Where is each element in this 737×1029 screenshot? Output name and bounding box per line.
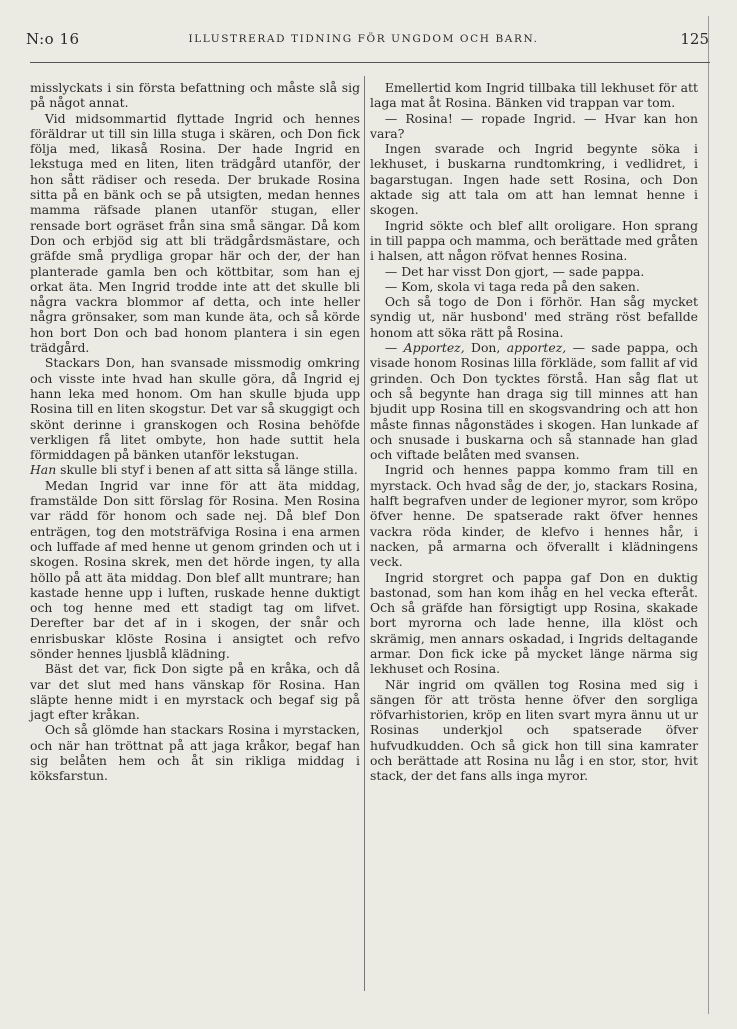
text-span: skulle bli styf i benen af att sitta så länge stilla.	[60, 462, 358, 478]
text-span: Don,	[471, 340, 501, 356]
page-number: 125	[680, 30, 709, 48]
page-header	[18, 24, 709, 48]
italic-word: Apportez,	[403, 340, 465, 356]
paragraph: Emellertid kom Ingrid tillbaka till lekhuset för att laga mat åt Rosina. Bänken vid trappan var tom.	[370, 80, 698, 111]
paragraph: Ingrid sökte och blef allt oroligare. Hon sprang in till pappa och mamma, och berättade med gråten i halsen, att någon röfvat hennes Rosina.	[370, 217, 698, 264]
paragraph: — Det har visst Don gjort, — sade pappa.	[384, 263, 645, 279]
text-span: —	[384, 340, 398, 356]
paragraph	[370, 340, 698, 462]
paragraph: Stackars Don, han svansade missmodig omkring och visste inte hvad han skulle göra, då Ingrid ej hann leka med honom. Om han skulle bjuda upp Rosina till en liten skogstur. Det var så skuggigt och skönt derinne i granskogen och Rosina behöfde verkligen få litet ombyte, hon hade suttit hela förmiddagen på bänken utanför lekstugan.	[30, 355, 360, 463]
italic-word: Han	[30, 462, 57, 478]
italic-word: apportez,	[506, 340, 567, 356]
paragraph: Ingen svarade och Ingrid begynte söka i lekhuset, i buskarna rundtomkring, i vedlidret, i bagarstugan. Ingen hade sett Rosina, och Don aktade sig att tala om att han lemnat henne i skogen.	[370, 141, 698, 218]
column-divider	[364, 76, 365, 991]
header-rule	[30, 62, 710, 63]
paragraph: Ingrid storgret och pappa gaf Don en duktig bastonad, som han kom ihåg en hel vecka efteråt. Och så gräfde han försigtigt upp Rosina, skakade bort myrorna och lade henne, illa klöst och skrämig, men annars oskadad, i Ingrids deltagande armar. Don fick icke på mycket länge närma sig lekhuset och Rosina.	[370, 569, 698, 677]
paragraph	[30, 462, 360, 477]
paragraph: Och så togo de Don i förhör. Han såg mycket syndig ut, när husbond' med sträng röst befallde honom att söka rätt på Rosina.	[370, 294, 698, 340]
right-column	[370, 80, 698, 784]
paragraph: Vid midsommartid flyttade Ingrid och hennes föräldrar ut till sin lilla stuga i skären, och Don fick följa med, likaså Rosina. Der hade Ingrid en lekstuga med en liten, liten trädgård utanför, der hon sått rädiser och reseda. Der brukade Rosina sitta på en bänk och se på utsigten, medan hennes mamma räfsade planen utanför stugan, eller rensade bort ogräset från sina små sängar. Då kom Don och erbjöd sig att bli trädgårdsmästare, och gräfde små prydliga gropar här och der, der han planterade gamla ben och köttbitar, som han ej orkat äta. Men Ingrid trodde inte att det skulle bli några vackra blommor af detta, och inte heller några grönsaker, som man kunde äta, och så körde hon bort Don och bad honom plantera i sin egen trädgård.	[30, 110, 360, 356]
paragraph: — Rosina! — ropade Ingrid. — Hvar kan hon vara?	[370, 110, 698, 141]
page-edge	[708, 16, 709, 1014]
text-span: — sade pappa, och visade honom Rosinas lilla förkläde, som fallit af vid grinden. Och Don tycktes förstå. Han såg flat ut och så begynte han draga sig till minnes att han bjudit upp Rosina till en skogsvandring och att hon måste finnas någonstädes i skogen. Han lunkade af och snusade i buskarna och så stannade han glad och viftade belåten med svansen.	[370, 340, 698, 463]
paragraph: — Kom, skola vi taga reda på den saken.	[384, 278, 640, 294]
paragraph: Medan Ingrid var inne för att äta middag, framstälde Don sitt förslag för Rosina. Men Rosina var rädd för honom och sade nej. Då blef Don enträgen, tog den motsträfviga Rosina i ena armen och luffade af med henne ut genom grinden och ut i skogen. Rosina skrek, men det hörde ingen, ty alla höllo på att äta middag. Don blef allt muntrare; han kastade henne upp i luften, ruskade henne duktigt och tog henne med ett stadigt tag om lifvet. Derefter bar det af in i skogen, der snår och enrisbuskar klöste Rosina i ansigtet och refvo sönder hennes ljusblå klädning.	[30, 477, 360, 661]
left-column	[30, 80, 360, 784]
paragraph: Ingrid och hennes pappa kommo fram till en myrstack. Och hvad såg de der, jo, stackars Rosina, halft begrafven under de legioner myror, som kröpo öfver henne. De spatserade rakt öfver hennes vackra röda kinder, de klefvo i hennes hår, i nacken, på armarna och öfverallt i klädningens veck.	[370, 462, 698, 570]
issue-number: N:o 16	[26, 30, 80, 48]
paragraph: Och så glömde han stackars Rosina i myrstacken, och när han tröttnat på att jaga kråkor, begaf han sig belåten hem och åt sin rikliga middag i köksfarstun.	[30, 722, 360, 784]
paragraph: När ingrid om qvällen tog Rosina med sig i sängen för att trösta henne öfver den sorgliga röfvarhistorien, kröp en liten svart myra ännu ut ur Rosinas underkjol och spatserade öfver hufvudkudden. Och så gick hon till sina kamrater och berättade att Rosina nu låg i en stor, stor, hvit stack, der det fans alls inga myror.	[370, 676, 698, 784]
paragraph: Bäst det var, fick Don sigte på en kråka, och då var det slut med hans vänskap för Rosina. Han släpte henne midt i en myrstack och begaf sig på jagt efter kråkan.	[30, 661, 360, 723]
paragraph: misslyckats i sin första befattning och måste slå sig på något annat.	[30, 80, 360, 111]
publication-title: ILLUSTRERAD TIDNING FÖR UNGDOM OCH BARN.	[188, 33, 539, 45]
